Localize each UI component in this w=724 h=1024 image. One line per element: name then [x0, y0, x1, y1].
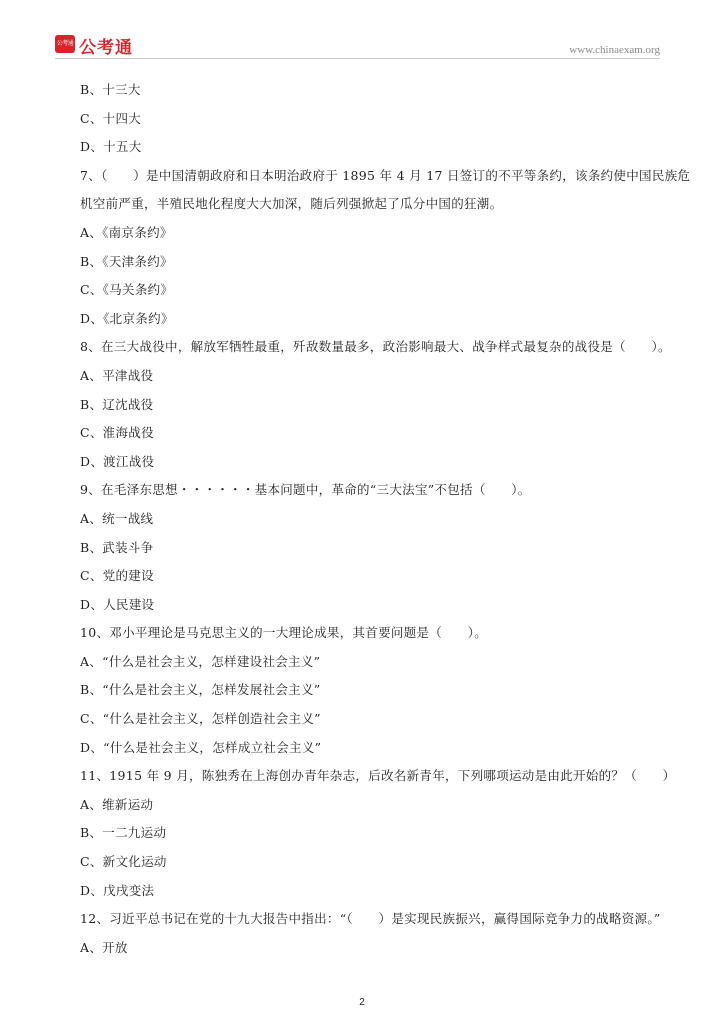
- document-line: 11、1915 年 9 月，陈独秀在上海创办青年杂志，后改名新青年，下列哪项运动是由此开始的？（ ）: [80, 768, 676, 784]
- header-divider: [55, 58, 660, 59]
- document-line: 8、在三大战役中，解放军牺牲最重，歼敌数量最多，政治影响最大、战争样式最复杂的战役是（ ）。: [80, 339, 671, 355]
- document-line: 12、习近平总书记在党的十九大报告中指出：“（ ）是实现民族振兴，赢得国际竞争力的战略资源。”: [80, 911, 661, 927]
- page-header: [0, 0, 724, 64]
- document-body: [80, 76, 691, 962]
- document-line: C、“什么是社会主义，怎样创造社会主义”: [80, 711, 321, 727]
- document-line: B、武装斗争: [80, 539, 154, 555]
- document-line: D、人民建设: [80, 596, 155, 612]
- document-line: C、新文化运动: [80, 854, 167, 870]
- document-line: B、《天津条约》: [80, 253, 173, 269]
- document-line: 机空前严重，半殖民地化程度大大加深，随后列强掀起了瓜分中国的狂潮。: [80, 196, 503, 212]
- document-line: B、十三大: [80, 82, 141, 97]
- document-line: A、维新运动: [80, 796, 154, 812]
- document-line: 7、（ ）是中国清朝政府和日本明治政府于 1895 年 4 月 17 日签订的不平等条约，该条约使中国民族危: [80, 167, 691, 183]
- document-line: A、统一战线: [80, 510, 154, 526]
- document-line: D、“什么是社会主义，怎样成立社会主义”: [80, 739, 322, 755]
- document-line: D、渡江战役: [80, 453, 155, 469]
- document-line: A、平津战役: [80, 367, 154, 383]
- document-line: D、《北京条约》: [80, 310, 174, 326]
- page-number: 2: [359, 997, 365, 1008]
- site-url: www.chinaexam.org: [569, 44, 660, 56]
- document-line: A、“什么是社会主义，怎样建设社会主义”: [80, 653, 321, 669]
- document-line: B、辽沈战役: [80, 396, 154, 412]
- document-line: 9、在毛泽东思想・・・・・・基本问题中，革命的“三大法宝”不包括（ ）。: [80, 482, 531, 498]
- document-line: C、《马关条约》: [80, 282, 174, 298]
- document-line: A、《南京条约》: [80, 224, 173, 240]
- document-line: 10、邓小平理论是马克思主义的一大理论成果，其首要问题是（ ）。: [80, 625, 488, 641]
- document-line: A、开放: [80, 939, 128, 955]
- document-line: C、十四大: [80, 110, 142, 126]
- document-line: B、一二九运动: [80, 825, 167, 841]
- document-line: B、“什么是社会主义，怎样发展社会主义”: [80, 682, 321, 698]
- document-line: C、淮海战役: [80, 425, 154, 441]
- logo-icon: 公考通: [55, 35, 75, 53]
- document-line: D、十五大: [80, 139, 142, 155]
- document-line: D、戊戌变法: [80, 882, 155, 898]
- logo-text: 公考通: [79, 38, 133, 58]
- document-line: C、党的建设: [80, 568, 154, 584]
